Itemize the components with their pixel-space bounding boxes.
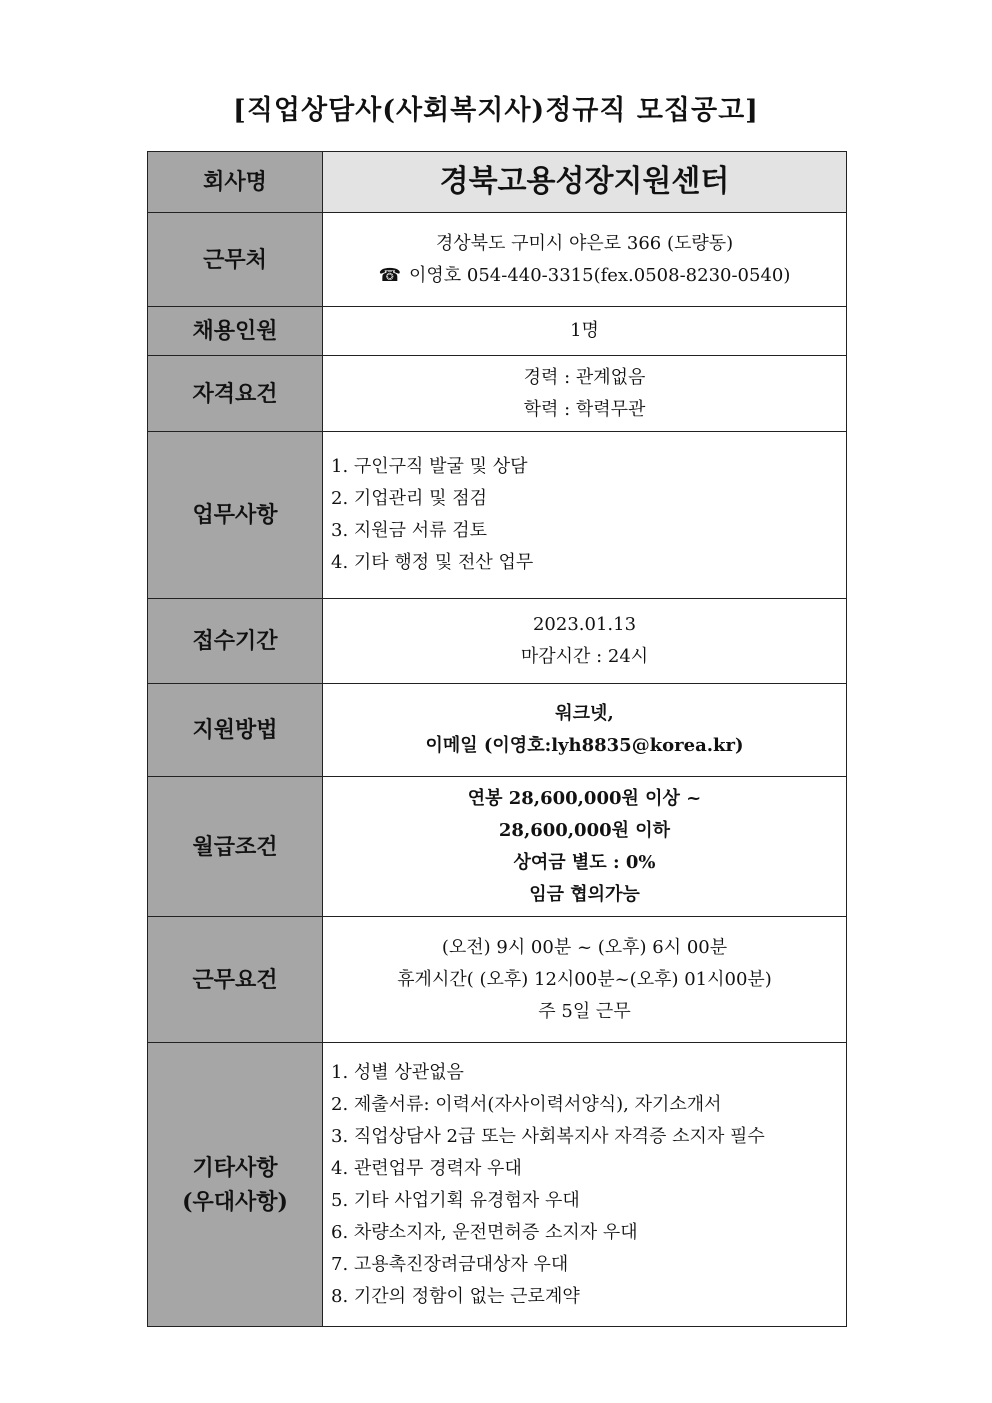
salary-value: [323, 777, 847, 917]
qualification-education: 학력 : 학력무관: [523, 398, 646, 420]
etc-item: 1. 성별 상관없음: [331, 1061, 464, 1083]
etc-value: [323, 1043, 847, 1327]
etc-label-line2: (우대사항): [182, 1188, 288, 1215]
qualification-career: 경력 : 관계없음: [523, 366, 646, 388]
duties-value: [323, 432, 847, 599]
qualification-value: [323, 356, 847, 432]
duty-item: 2. 기업관리 및 점검: [331, 488, 488, 509]
hours-label: 근무요건: [148, 917, 323, 1043]
workplace-contact-line: [323, 260, 846, 292]
apply-label: 지원방법: [148, 684, 323, 777]
row-apply: [148, 684, 847, 777]
row-etc: [148, 1043, 847, 1327]
workplace-value: [323, 213, 847, 307]
salary-line: 상여금 별도 : 0%: [513, 851, 656, 873]
period-date: 2023.01.13: [532, 614, 637, 635]
etc-label: [148, 1043, 323, 1327]
etc-item: 8. 기간의 정함이 없는 근로계약: [331, 1285, 580, 1307]
apply-worknet: 워크넷,: [555, 703, 614, 724]
row-qualification: [148, 356, 847, 432]
row-duties: [148, 432, 847, 599]
row-company: [148, 152, 847, 213]
etc-item: 6. 차량소지자, 운전면허증 소지자 우대: [331, 1221, 638, 1243]
salary-label: 월급조건: [148, 777, 323, 917]
page-title: [직업상담사(사회복지사)정규직 모집공고]: [233, 95, 759, 126]
hours-line: 주 5일 근무: [538, 1000, 631, 1022]
duty-item: 4. 기타 행정 및 전산 업무: [331, 552, 534, 573]
headcount-value: 1명: [323, 307, 847, 356]
workplace-address: 경상북도 구미시 야은로 366 (도량동): [435, 232, 734, 254]
job-posting-table: [147, 151, 847, 1327]
workplace-contact: 이영호 054-440-3315(fex.0508-8230-0540): [409, 264, 791, 286]
hours-line: (오전) 9시 00분 ~ (오후) 6시 00분: [441, 936, 728, 958]
etc-item: 3. 직업상담사 2급 또는 사회복지사 자격증 소지자 필수: [331, 1125, 765, 1147]
etc-item: 7. 고용촉진장려금대상자 우대: [331, 1253, 569, 1275]
duty-item: 3. 지원금 서류 검토: [331, 520, 488, 541]
headcount-label: 채용인원: [148, 307, 323, 356]
hours-value: [323, 917, 847, 1043]
duties-label: 업무사항: [148, 432, 323, 599]
etc-label-line1: 기타사항: [192, 1154, 278, 1181]
apply-email: 이메일 (이영호:lyh8835@korea.kr): [425, 735, 744, 756]
workplace-label: 근무처: [148, 213, 323, 307]
etc-item: 4. 관련업무 경력자 우대: [331, 1157, 522, 1179]
company-value: 경북고용성장지원센터: [323, 152, 847, 213]
company-label: 회사명: [148, 152, 323, 213]
hours-line: 휴게시간( (오후) 12시00분~(오후) 01시00분): [397, 968, 772, 990]
period-value: [323, 599, 847, 684]
row-period: [148, 599, 847, 684]
salary-line: 28,600,000원 이하: [498, 819, 671, 841]
apply-value: [323, 684, 847, 777]
salary-line: 연봉 28,600,000원 이상 ~: [467, 787, 702, 809]
etc-item: 5. 기타 사업기획 유경험자 우대: [331, 1189, 580, 1211]
duty-item: 1. 구인구직 발굴 및 상담: [331, 456, 528, 477]
qualification-label: 자격요건: [148, 356, 323, 432]
period-deadline: 마감시간 : 24시: [520, 646, 649, 667]
period-label: 접수기간: [148, 599, 323, 684]
row-headcount: [148, 307, 847, 356]
salary-line: 임금 협의가능: [529, 883, 640, 905]
row-hours: [148, 917, 847, 1043]
row-salary: [148, 777, 847, 917]
etc-item: 2. 제출서류: 이력서(자사이력서양식), 자기소개서: [331, 1093, 722, 1115]
row-workplace: [148, 213, 847, 307]
phone-icon: ☎: [378, 264, 401, 286]
